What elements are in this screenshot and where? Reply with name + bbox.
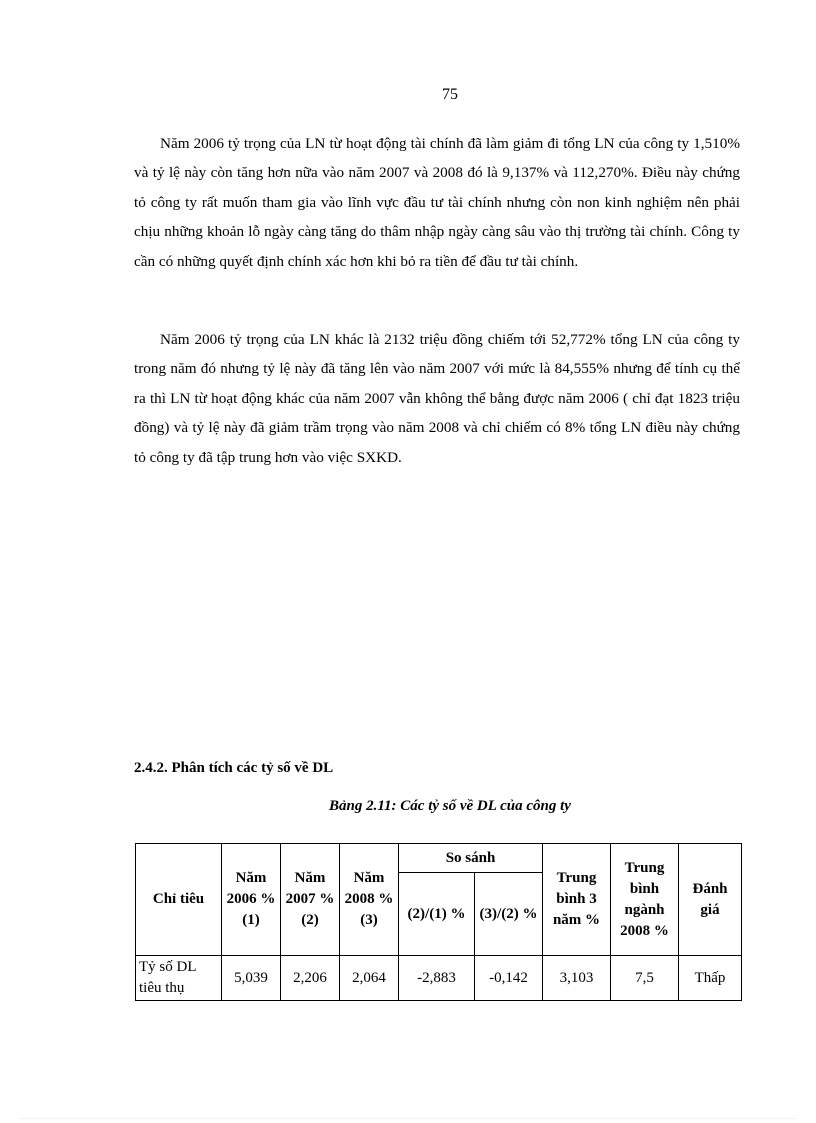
cell-ss-3-2: -0,142 [475, 956, 543, 1001]
page-bottom-rule [20, 1118, 796, 1119]
header-nam-2006: Năm 2006 % (1) [222, 844, 281, 956]
header-trung-binh: Trung bình 3 năm % [543, 844, 611, 956]
cell-trung-binh: 3,103 [543, 956, 611, 1001]
header-danh-gia: Đánh giá [679, 844, 742, 956]
cell-nam-2007: 2,206 [281, 956, 340, 1001]
cell-danh-gia: Thấp [679, 956, 742, 1001]
cell-ss-2-1: -2,883 [399, 956, 475, 1001]
header-ss-2-1: (2)/(1) % [399, 873, 475, 956]
section-heading: 2.4.2. Phân tích các tỷ số về DL [134, 760, 334, 776]
paragraph-other-profit: Năm 2006 tỷ trọng của LN khác là 2132 triệu đồng chiếm tới 52,772% tổng LN của công ty trong năm đó nhưng tỷ lệ này đã tăng lên vào năm 2007 với mức là 84,555% nhưng để tính cụ thể ra thì LN từ hoạt động khác của năm 2007 vẫn không thể bằng được năm 2006 ( chỉ đạt 1823 triệu đồng) và tỷ lệ này đã giảm trầm trọng vào năm 2008 và chỉ chiếm có 8% tổng LN điều này chứng tỏ công ty đã tập trung hơn vào việc SXKD. [134, 331, 740, 466]
page-number: 75 [442, 86, 458, 103]
table-caption: Bảng 2.11: Các tỷ số về DL của công ty [329, 798, 571, 814]
table-row [136, 956, 742, 1001]
cell-nam-2006: 5,039 [222, 956, 281, 1001]
cell-chi-tieu: Tỷ số DL tiêu thụ [136, 956, 222, 1001]
header-trung-binh-nganh: Trung bình ngành 2008 % [611, 844, 679, 956]
header-nam-2007: Năm 2007 % (2) [281, 844, 340, 956]
header-ss-3-2: (3)/(2) % [475, 873, 543, 956]
ratio-table [135, 843, 742, 1001]
cell-nam-2008: 2,064 [340, 956, 399, 1001]
cell-trung-binh-nganh: 7,5 [611, 956, 679, 1001]
header-so-sanh: So sánh [399, 844, 543, 873]
paragraph-financial-activities: Năm 2006 tỷ trọng của LN từ hoạt động tài chính đã làm giảm đi tổng LN của công ty 1,510% và tỷ lệ này còn tăng hơn nữa vào năm 2007 và 2008 đó là 9,137% và 112,270%. Điều này chứng tỏ công ty rất muốn tham gia vào lĩnh vực đầu tư tài chính nhưng còn non kinh nghiệm nên phải chịu những khoản lỗ ngày càng tăng do thâm nhập ngày càng sâu vào thị trường tài chính. Công ty cần có những quyết định chính xác hơn khi bỏ ra tiền để đầu tư tài chính. [134, 135, 740, 270]
header-chi-tieu: Chỉ tiêu [136, 844, 222, 956]
header-nam-2008: Năm 2008 % (3) [340, 844, 399, 956]
